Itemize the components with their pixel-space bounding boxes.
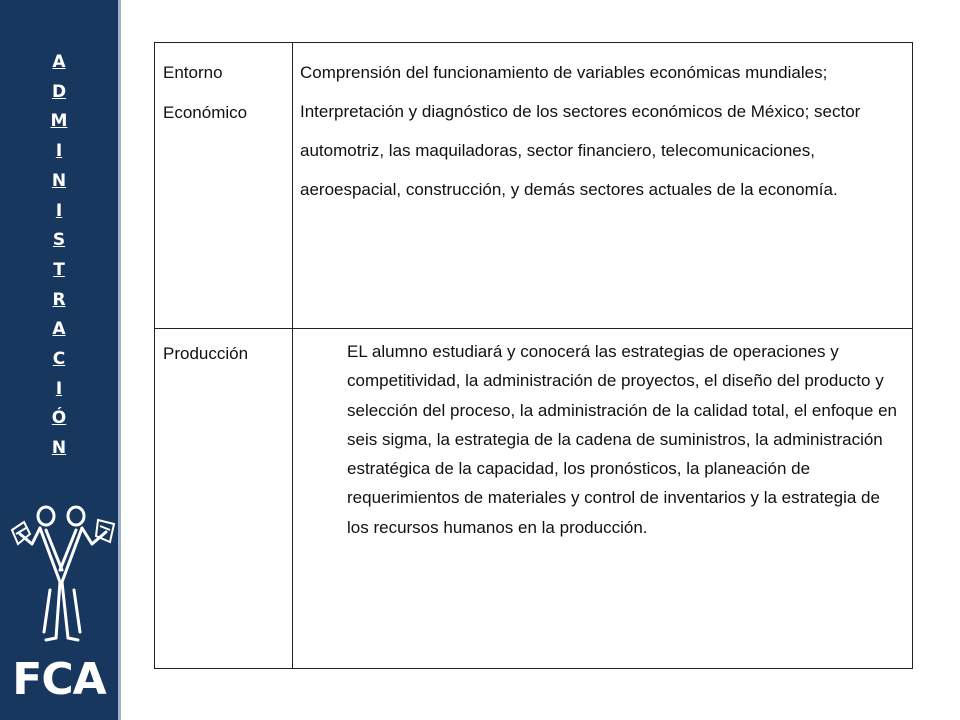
figure-logo-icon <box>10 500 118 645</box>
letter: R <box>52 289 66 310</box>
row-description-produccion: EL alumno estudiará y conocerá las estrategias de operaciones y competitividad, la administración de proyectos, el diseño del producto y selección del proceso, la administración de la calidad total, el enfoque en seis sigma, la estrategia de la cadena de suministros, la administración estratégica de la capacidad, los pronósticos, la planeación de requerimientos de materiales y control de inventarios y la estrategia de los recursos humanos en la producción. <box>293 329 913 669</box>
letter: Ó <box>51 408 67 429</box>
letter: N <box>51 438 67 459</box>
vertical-word-administracion <box>0 48 118 464</box>
row-description-entorno-economico: Comprensión del funcionamiento de variables económicas mundiales; Interpretación y diagnóstico de los sectores económicos de México; sector automotriz, las maquiladoras, sector financiero, telecomunicaciones, aeroespacial, construcción, y demás sectores actuales de la economía. <box>293 43 913 329</box>
letter: N <box>51 170 67 191</box>
letter: M <box>50 111 68 132</box>
letter: S <box>52 230 66 251</box>
row-label-entorno-economico: Entorno Económico <box>155 43 293 329</box>
letter: I <box>55 141 63 162</box>
sidebar <box>0 0 121 720</box>
letter: I <box>55 200 63 221</box>
content-table <box>154 42 913 669</box>
letter: I <box>55 378 63 399</box>
letter: D <box>51 81 67 102</box>
table-row <box>155 329 913 669</box>
fca-logo-text: FCA <box>12 654 106 705</box>
letter: C <box>52 349 66 370</box>
letter: A <box>52 52 66 72</box>
row-label-produccion: Producción <box>155 329 293 669</box>
letter: A <box>52 319 66 340</box>
table-row <box>155 43 913 329</box>
letter: T <box>53 259 65 280</box>
